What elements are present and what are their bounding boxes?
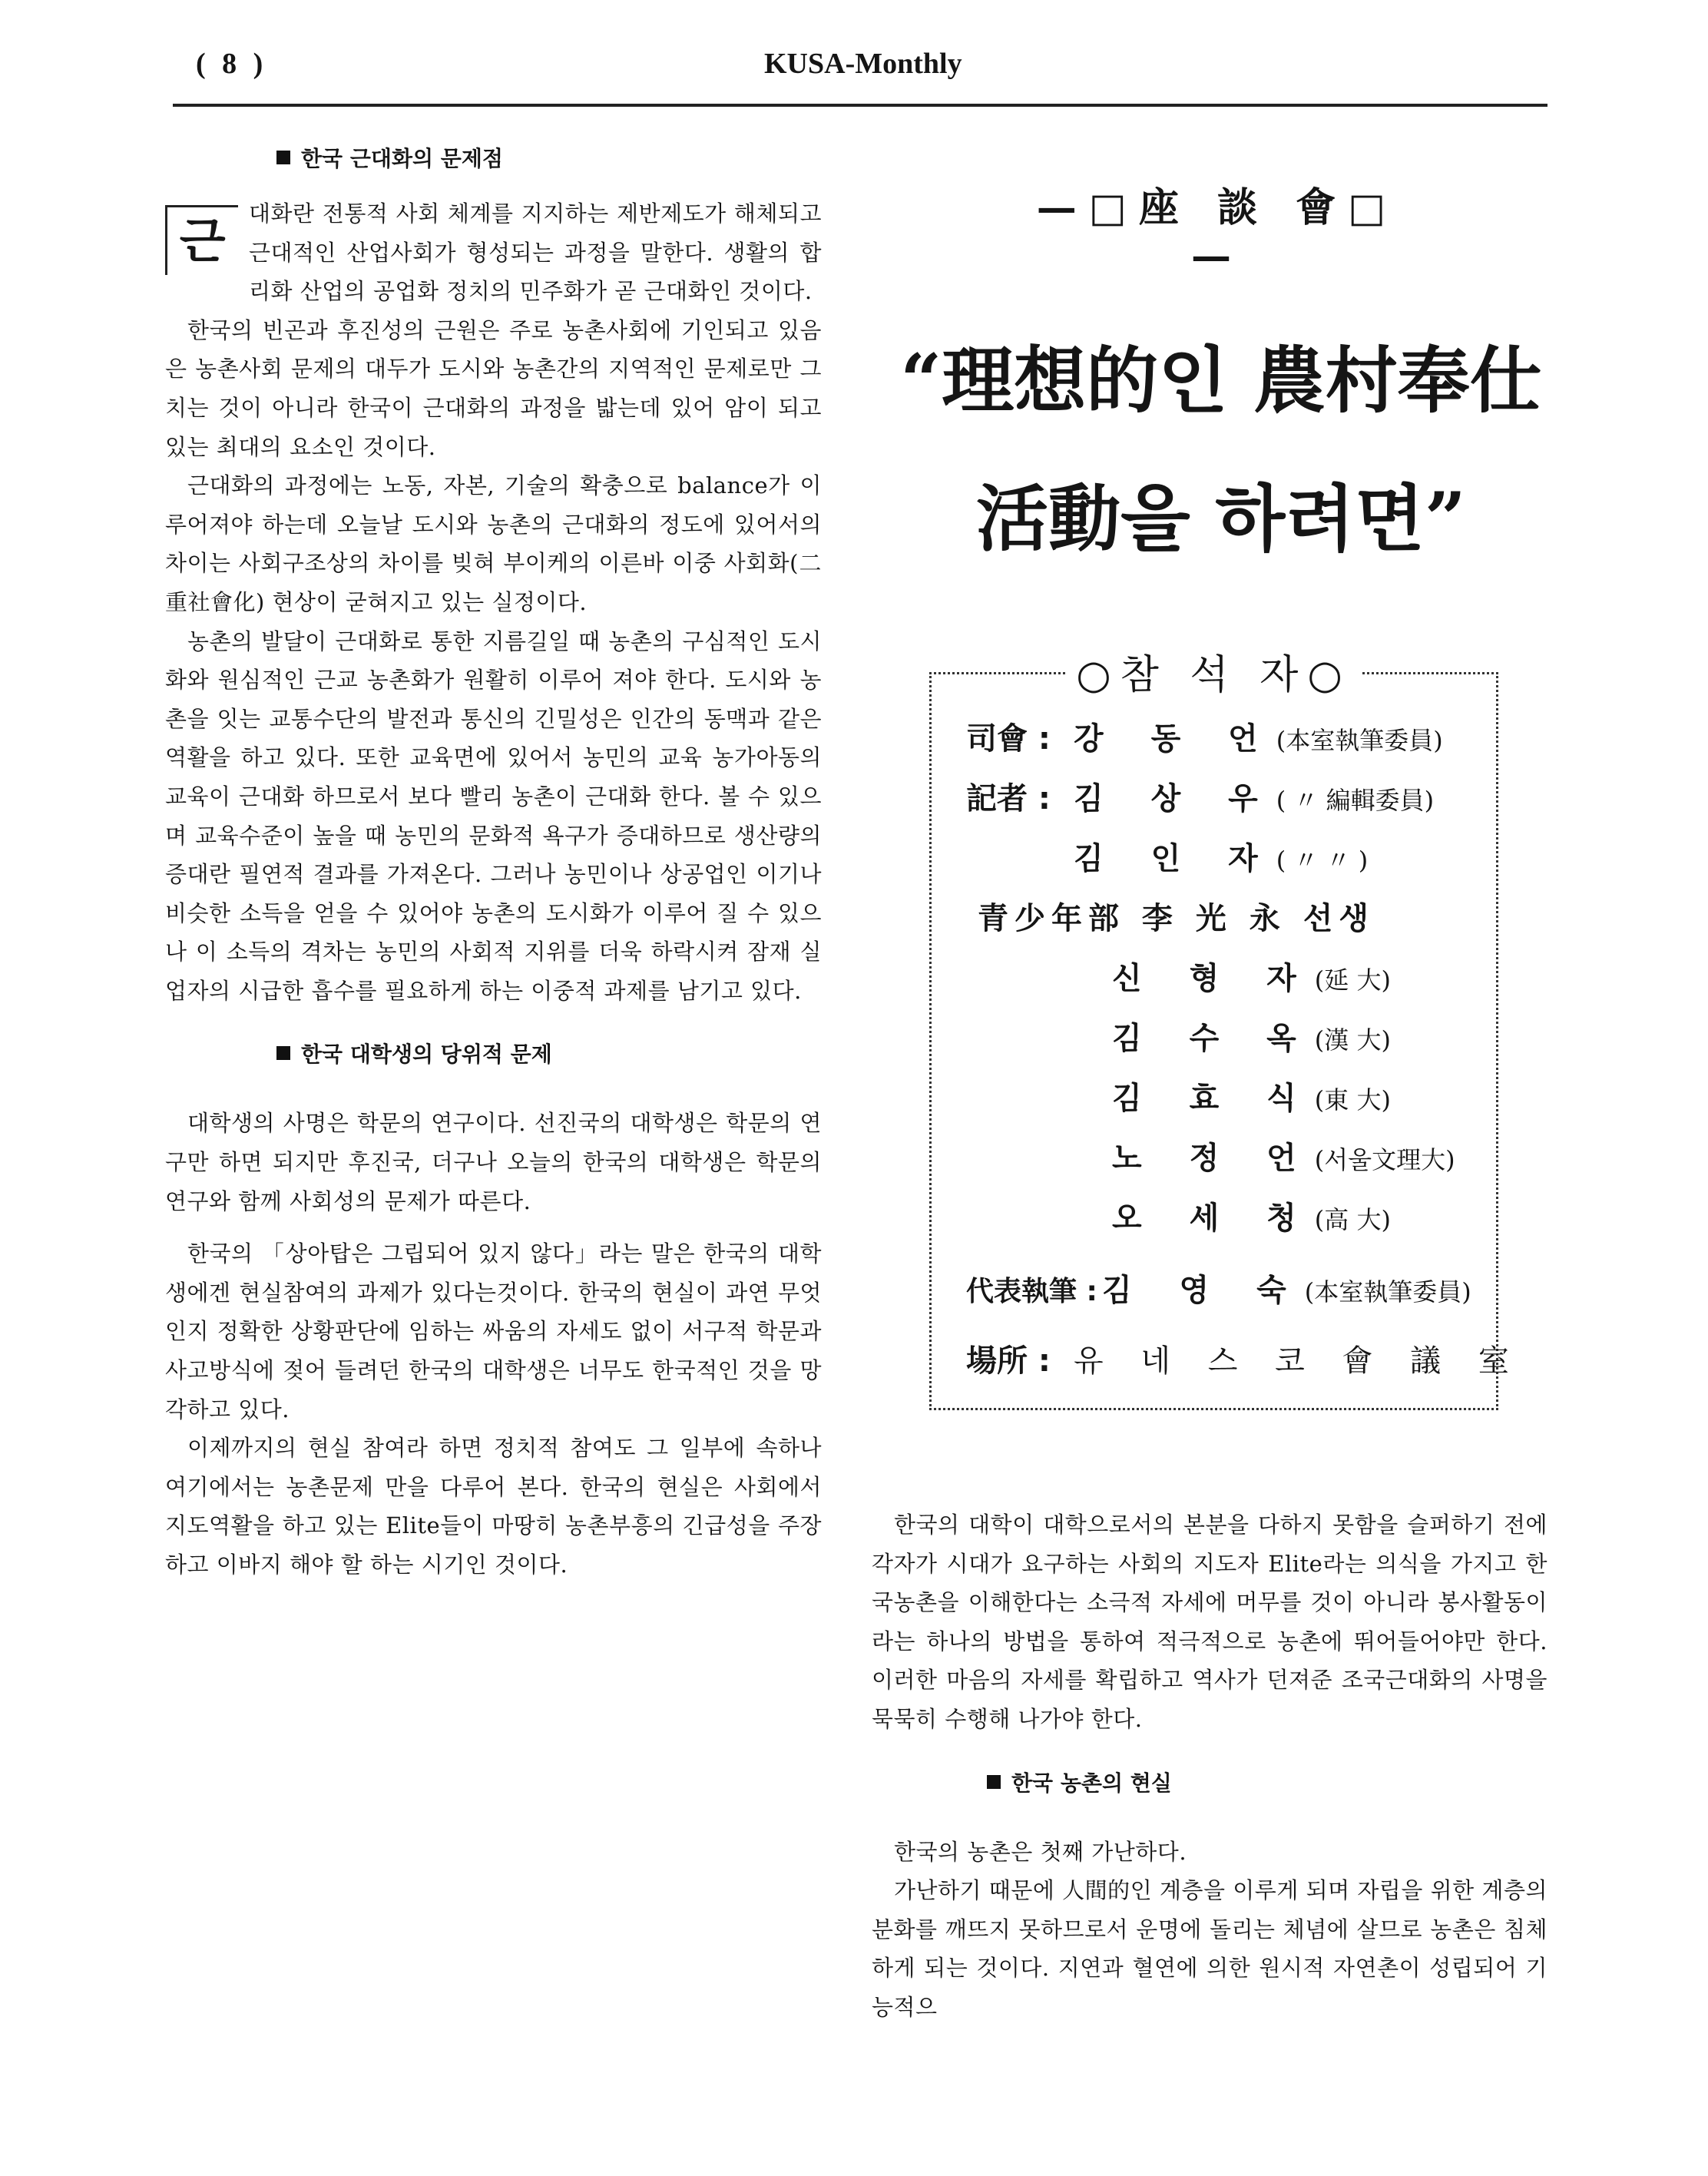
article-title-line1: “理想的인 農村奉仕 xyxy=(900,339,1542,423)
participant-row: 記者 : 김 상 우( 〃 編輯委員) xyxy=(966,781,1435,816)
left-column xyxy=(165,142,822,1585)
participant-row: 신 형 자(延 大) xyxy=(1112,961,1391,996)
paragraph: 이제까지의 현실 참여라 하면 정치적 참여도 그 일부에 속하나 여기에서는 농촌문제 만을 다루어 본다. 한국의 현실은 사회에서 지도역활을 하고 있는 Elite들이 마땅히 농촌부흥의 긴급성을 주장하고 이바지 해야 할 하는 시기인 것이다. xyxy=(165,1435,822,1578)
zadam-label: —□座 談 會□— xyxy=(1036,184,1399,280)
drop-cap: 근 xyxy=(165,205,238,275)
participant-row: 青少年部 李 光 永 선생 xyxy=(978,901,1375,936)
square-bullet-icon xyxy=(276,1046,290,1060)
paragraph: 한국의 대학이 대학으로서의 본분을 다하지 못함을 슬퍼하기 전에 각자가 시대가 요구하는 사회의 지도자 Elite라는 의식을 가지고 한국농촌을 이해한다는 소극적 자세에 머무를 것이 아니라 봉사활동이라는 하나의 방법을 통하여 적극적으로 농촌에 뛰어들어야만 한다. 이러한 마음의 자세를 확립하고 역사가 던져준 조국근대화의 사명을 묵묵히 수행해 나가야 한다. xyxy=(872,1512,1547,1732)
paragraph: 농촌의 발달이 근대화로 통한 지름길일 때 농촌의 구심적인 도시화와 원심적인 근교 농촌화가 원활히 이루어 져야 한다. 도시와 농촌을 잇는 교통수단의 발전과 통신의 긴밀성은 인간의 동맥과 같은 역활을 하고 있다. 또한 교육면에 있어서 농민의 교육 농가아동의 교육이 근대화 하므로서 보다 빨리 농촌이 근대화 한다. 볼 수 있으며 교육수준이 높을 때 농민의 문화적 욕구가 증대하므로 생산량의 증대란 필연적 결과를 가져온다. 그러나 농민이나 상공업인 이기나 비슷한 소득을 얻을 수 있어야 농촌의 도시화가 이루어 질 수 있으나 이 소득의 격차는 농민의 사회적 지위를 더욱 하락시켜 잠재 실업자의 시급한 흡수를 필요하게 하는 이중적 과제를 남기고 있다. xyxy=(165,628,822,1004)
participant-row: 노 정 언(서울文理大) xyxy=(1112,1141,1455,1176)
paragraph: 근대화의 과정에는 노동, 자본, 기술의 확충으로 balance가 이루어져야 하는데 오늘날 도시와 농촌의 근대화의 정도에 있어서의 차이는 사회구조상의 차이를 빚혀 부이케의 이른바 이중 사회화(二重社會化) 현상이 굳혀지고 있는 실정이다. xyxy=(165,472,822,615)
participants-title: ○참 석 자○ xyxy=(1065,652,1362,698)
participant-row: 김 효 식(東 大) xyxy=(1112,1081,1391,1116)
participant-row: 司會 : 강 동 언(本室執筆委員) xyxy=(966,721,1443,757)
participant-row: 김 인 자( 〃 〃 ) xyxy=(1074,841,1369,876)
paragraph: 가난하기 때문에 人間的인 계층을 이루게 되며 자립을 위한 계층의 분화를 깨뜨지 못하므로서 운명에 돌리는 체념에 살므로 농촌은 침체하게 되는 것이다. 지연과 혈연에 의한 원시적 자연촌이 성립되어 기능적으 xyxy=(872,1877,1547,2020)
paragraph: 한국의 농촌은 첫째 가난하다. xyxy=(894,1838,1187,1865)
section-heading: 한국 농촌의 현실 xyxy=(987,1767,1547,1797)
article-title-line2: 活動을 하려면” xyxy=(975,477,1466,561)
paragraph: 대학생의 사명은 학문의 연구이다. 선진국의 대학생은 학문의 연구만 하면 되지만 후진국, 더구나 오늘의 한국의 대학생은 학문의 연구와 함께 사회성의 문제가 따른다. xyxy=(165,1110,822,1214)
participants-box xyxy=(929,652,1523,1410)
section-heading: 한국 근대화의 문제점 xyxy=(276,142,822,173)
header-rule xyxy=(173,104,1547,107)
paragraph: 한국의 「상아탑은 그립되어 있지 않다」라는 말은 한국의 대학생에겐 현실참여의 과제가 있다는것이다. 한국의 현실이 과연 무엇인지 정확한 상황판단에 임하는 싸움의 자세도 없이 서구적 학문과 사고방식에 젖어 들려던 한국의 대학생은 너무도 한국적인 것을 망각하고 있다. xyxy=(165,1240,822,1423)
section-heading: 한국 대학생의 당위적 문제 xyxy=(276,1038,822,1068)
participant-row: 오 세 청(高 大) xyxy=(1112,1201,1391,1236)
participant-row: 場所 : 유 네 스 코 會 議 室 xyxy=(966,1343,1523,1379)
page-number: ( 8 ) xyxy=(196,48,268,80)
paragraph: 근 대화란 전통적 사회 체계를 지지하는 제반제도가 해체되고 근대적인 산업사회가 형성되는 과정을 말한다. 생활의 합리화 산업의 공업화 정치의 민주화가 곧 근대화인 것이다. xyxy=(165,194,822,311)
participant-row: 代表執筆 : 김 영 숙(本室執筆委員) xyxy=(966,1273,1471,1308)
right-column xyxy=(872,1505,1547,2027)
participant-row: 김 수 옥(漢 大) xyxy=(1112,1021,1391,1056)
square-bullet-icon xyxy=(276,151,290,164)
journal-title: KUSA-Monthly xyxy=(764,48,962,80)
paragraph: 한국의 빈곤과 후진성의 근원은 주로 농촌사회에 기인되고 있음은 농촌사회 문제의 대두가 도시와 농촌간의 지역적인 문제로만 그치는 것이 아니라 한국이 근대화의 과정을 밟는데 있어 암이 되고 있는 최대의 요소인 것이다. xyxy=(165,316,822,460)
page-header xyxy=(173,42,1547,96)
square-bullet-icon xyxy=(987,1775,1001,1789)
